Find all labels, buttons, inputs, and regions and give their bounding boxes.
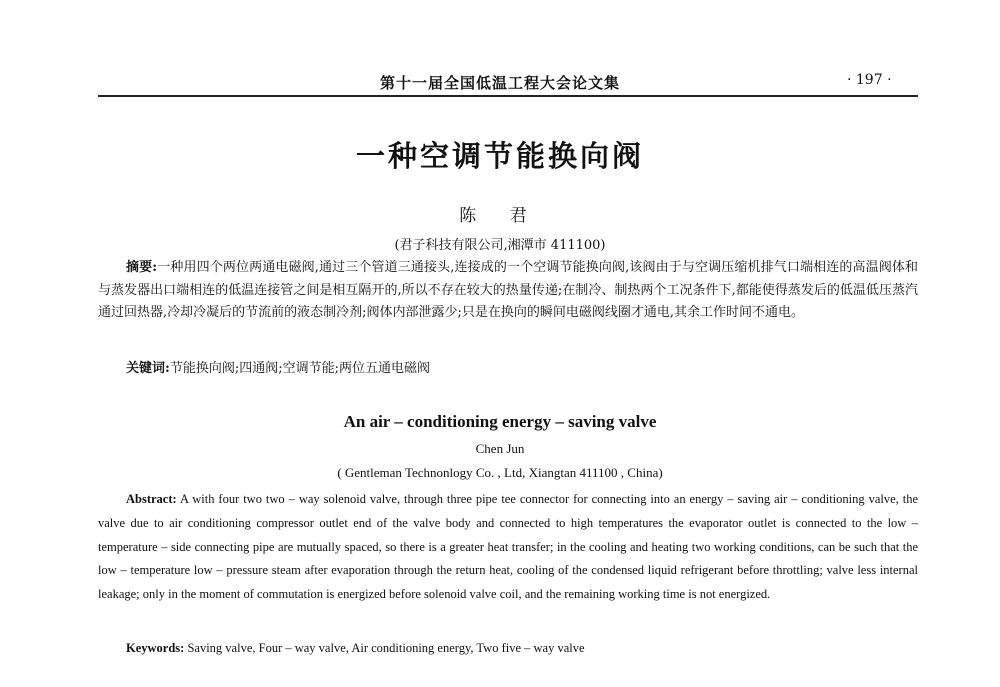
author-zh: 陈 君	[459, 206, 541, 226]
abstract-label-zh: 摘要:	[126, 260, 158, 275]
keywords-en	[126, 641, 916, 656]
author-en: Chen Jun	[475, 441, 525, 456]
page-number: · 197 ·	[847, 72, 892, 88]
abstract-label-en: Abstract:	[126, 492, 177, 506]
paper-title-en: An air – conditioning energy – saving valve	[343, 412, 657, 431]
keywords-label-zh: 关键词:	[126, 361, 170, 376]
abstract-zh	[98, 257, 918, 325]
abstract-text-en: A with four two two – way solenoid valve, through three pipe tee connector for connecting into an energy – saving air – conditioning valve, the valve due to air conditioning compressor outlet end of the valve body and connected to high temperatures the evaporator outlet is connected to the low – temperature – side connecting pipe are mutually spaced, so there is a greater heat transfer; in the cooling and heating two working conditions, can be such that the low – temperature low – pressure steam after evaporation through the return heat, cooling of the condensed liquid refrigerant before throttling; valve less internal leakage; only in the moment of commutation is energized before solenoid valve coil, and the remaining working time is not energized.	[98, 492, 918, 602]
abstract-en	[98, 488, 918, 607]
keywords-text-zh: 节能换向阀;四通阀;空调节能;两位五通电磁阀	[169, 361, 430, 376]
header-divider	[98, 95, 918, 97]
keywords-label-en: Keywords:	[126, 641, 185, 655]
affiliation-en: ( Gentleman Technonlogy Co. , Ltd, Xiangtan 411100 , China)	[337, 465, 663, 480]
keywords-text-en: Saving valve, Four – way valve, Air conditioning energy, Two five – way valve	[187, 641, 585, 655]
affiliation-zh: (君子科技有限公司,湘潭市 411100)	[394, 238, 606, 253]
running-header-title: 第十一届全国低温工程大会论文集	[380, 74, 621, 92]
paper-title-zh: 一种空调节能换向阀	[355, 139, 644, 173]
abstract-text-zh: 一种用四个两位两通电磁阀,通过三个管道三通接头,连接成的一个空调节能换向阀,该阀由于与空调压缩机排气口端相连的高温阀体和与蒸发器出口端相连的低温连接管之间是相互隔开的,所以不存在较大的热量传递;在制冷、制热两个工况条件下,都能使得蒸发后的低温低压蒸汽通过回热器,冷却冷凝后的节流前的液态制冷剂;阀体内部泄露少;只是在换向的瞬间电磁阀线圈才通电,其余工作时间不通电。	[98, 260, 918, 320]
keywords-zh	[126, 357, 916, 376]
